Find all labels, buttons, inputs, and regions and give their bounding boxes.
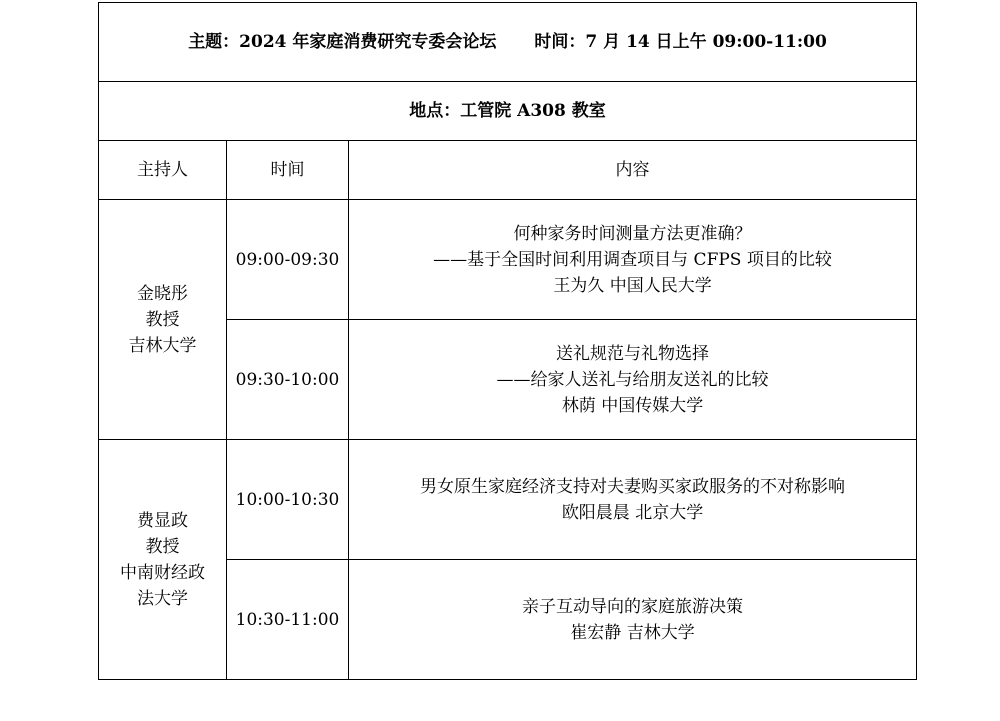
column-header-host: 主持人 [99,141,227,200]
talk-subtitle: ——基于全国时间利用调查项目与 CFPS 项目的比较 [433,249,832,270]
talk-title: 何种家务时间测量方法更准确？ [513,223,752,244]
talk-speaker: 林荫 中国传媒大学 [561,395,704,416]
host-title: 教授 [145,536,180,557]
talk-title: 亲子互动导向的家庭旅游决策 [522,596,744,617]
table-row [99,200,917,320]
talk-time: 10:00-10:30 [227,440,349,560]
host-name: 费显政 [137,510,188,531]
venue-row [99,82,917,141]
session-host [99,440,227,680]
talk-title: 男女原生家庭经济支持对夫妻购买家政服务的不对称影响 [420,476,846,497]
forum-topic: 主题：2024 年家庭消费研究专委会论坛 [188,32,497,52]
talk-time: 09:30-10:00 [227,320,349,440]
host-affiliation: 吉林大学 [128,335,197,356]
session-host [99,200,227,440]
talk-content [349,440,917,560]
talk-content [349,320,917,440]
talk-speaker: 崔宏静 吉林大学 [570,622,695,643]
talk-time: 09:00-09:30 [227,200,349,320]
column-header-content: 内容 [349,141,917,200]
talk-subtitle: ——给家人送礼与给朋友送礼的比较 [496,369,769,390]
talk-title: 送礼规范与礼物选择 [556,343,710,364]
talk-content [349,560,917,680]
venue-cell: 地点：工管院 A308 教室 [99,82,917,141]
talk-time: 10:30-11:00 [227,560,349,680]
title-cell [99,3,917,82]
schedule-table [98,2,917,680]
title-row [99,3,917,82]
host-affiliation: 中南财经政 [120,562,205,583]
talk-content [349,200,917,320]
host-title: 教授 [145,309,180,330]
host-name: 金晓彤 [137,283,188,304]
table-row [99,440,917,560]
talk-speaker: 欧阳晨晨 北京大学 [561,502,704,523]
forum-time: 时间：7 月 14 日上午 09:00-11:00 [534,32,827,52]
column-header-row [99,141,917,200]
talk-speaker: 王为久 中国人民大学 [553,275,712,296]
column-header-time: 时间 [227,141,349,200]
host-affiliation: 法大学 [137,588,188,609]
